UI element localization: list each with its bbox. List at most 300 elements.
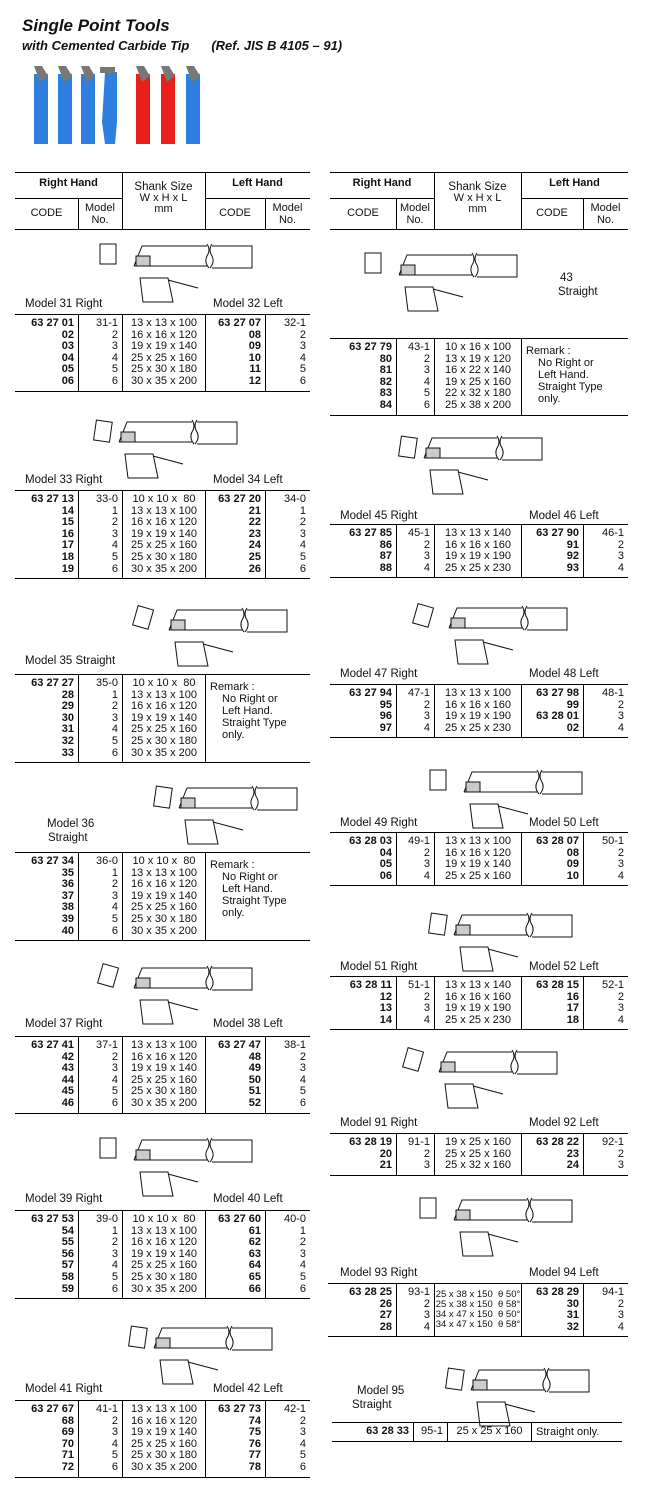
lcode-column: [521, 977, 583, 1029]
remark-line: only.: [538, 393, 561, 405]
lmodel-column: [265, 491, 310, 578]
code-cell: 04: [379, 846, 392, 859]
lcode-cell: 93: [566, 561, 579, 574]
remark-line: Straight only.: [536, 1426, 600, 1438]
model-cell: 5: [111, 550, 118, 563]
size-column: [122, 491, 205, 578]
model-cell: 3: [423, 1309, 430, 1322]
model-cell: 4: [423, 1320, 430, 1333]
model-cell: 6: [111, 924, 118, 937]
size-column: [434, 977, 521, 1029]
size-cell: 16 x 16 x 160: [444, 990, 512, 1003]
size-cell: 10 x 10 x 80: [132, 677, 196, 689]
code-cell: 42: [61, 1050, 74, 1063]
model-label-right: Model 45 Right: [340, 510, 418, 522]
model-column: [413, 1423, 447, 1441]
size-cell: 25 x 25 x 230: [444, 1013, 512, 1026]
model-table: [330, 976, 628, 1030]
model-label-right: Model 47 Right: [340, 668, 418, 680]
lmodel-cell: 2: [299, 328, 306, 341]
model-cell: 4: [111, 1437, 118, 1450]
lcode-cell: 09: [248, 340, 261, 353]
code-cell: 16: [61, 527, 74, 540]
code-cell: 02: [61, 328, 74, 341]
code-column: [330, 339, 396, 415]
lmodel-cell: 5: [299, 1085, 306, 1098]
model-cell: 2: [111, 878, 118, 891]
lcode-cell: 23: [566, 1147, 579, 1160]
divider: [396, 198, 397, 229]
model-cell: 2: [111, 1050, 118, 1063]
size-cell: 19 x 19 x 140: [130, 889, 198, 902]
lcode-cell: 49: [248, 1062, 261, 1075]
code-cell: 63 27 34: [31, 855, 74, 867]
remark-cell: [205, 853, 325, 940]
lcode-cell: 74: [248, 1414, 261, 1427]
remark-cell: [531, 1423, 637, 1441]
model-cell: 5: [111, 363, 118, 376]
size-cell: 25 x 30 x 180: [130, 912, 198, 925]
code-cell: 82: [379, 375, 392, 388]
code-column: [15, 315, 78, 391]
model-label-right: Model 51 Right: [340, 961, 418, 973]
lcode-cell: 92: [566, 550, 579, 563]
model-cell: 5: [111, 1270, 118, 1283]
model-label-left: Model 42 Left: [213, 1383, 283, 1395]
model-table: [15, 1210, 310, 1299]
size-cell: 13 x 13 x 100: [130, 866, 198, 879]
lcode-cell: 99: [566, 698, 579, 711]
lmodel-cell: 2: [299, 1414, 306, 1427]
model-cell: 1: [111, 504, 118, 517]
code-cell: 17: [61, 539, 74, 552]
remark-line: Left Hand.: [222, 705, 273, 717]
size-cell: 13 x 13 x 100: [444, 687, 512, 699]
subtitle-text: with Cemented Carbide Tip: [22, 38, 190, 53]
divider: [583, 198, 584, 229]
size-cell: 25 x 38 x 150 θ 50°: [435, 1289, 521, 1300]
model-cell: 5: [111, 912, 118, 925]
size-column: [434, 339, 521, 415]
lcode-cell: 18: [566, 1013, 579, 1026]
lcode-column: [205, 315, 265, 391]
tool-drawing: [120, 1318, 320, 1388]
lcode-cell: 61: [248, 1224, 261, 1237]
lcode-cell: 64: [248, 1259, 261, 1272]
model-cell: 43-1: [407, 341, 430, 353]
lmodel-column: [265, 315, 310, 391]
model-cell: 3: [423, 1002, 430, 1015]
code-column: [330, 833, 396, 885]
code-cell: 71: [61, 1449, 74, 1462]
code-cell: 28: [379, 1320, 392, 1333]
code-cell: 03: [61, 340, 74, 353]
tool-photo-3: [81, 66, 95, 144]
code-cell: 63 27 01: [31, 317, 74, 329]
size-column: [122, 1037, 205, 1113]
model-cell: 4: [423, 561, 430, 574]
lcode-column: [205, 1211, 265, 1298]
lmodel-cell: 94-1: [601, 1286, 624, 1298]
size-cell: 13 x 13 x 100: [444, 835, 512, 847]
code-cell: 37: [61, 889, 74, 902]
code-cell: 63 27 94: [349, 687, 392, 699]
size-cell: 16 x 16 x 120: [130, 1414, 198, 1427]
code-cell: 14: [61, 504, 74, 517]
remark-line: Remark :: [526, 345, 571, 357]
code-cell: 63 27 13: [31, 493, 74, 505]
code-cell: 06: [61, 374, 74, 387]
size-cell: 25 x 25 x 160: [130, 901, 198, 914]
code-cell: 21: [379, 1159, 392, 1172]
model-no-heading: Model No.: [272, 202, 303, 226]
size-cell: 19 x 19 x 190: [444, 550, 512, 563]
code-cell: 63 28 11: [349, 979, 392, 991]
table-header: [330, 172, 628, 230]
size-cell: 16 x 16 x 120: [130, 700, 198, 713]
size-cell: 19 x 25 x 160: [444, 375, 512, 388]
lcode-cell: 24: [566, 1159, 579, 1172]
size-cell: 16 x 16 x 120: [130, 328, 198, 341]
model-table: [330, 832, 628, 886]
lcode-cell: 78: [248, 1460, 261, 1473]
model-label-right: Model 31 Right: [25, 298, 103, 310]
model-cell: 4: [111, 539, 118, 552]
code-cell: 20: [379, 1147, 392, 1160]
model-cell: 91-1: [407, 1136, 430, 1148]
model-cell: 3: [423, 1159, 430, 1172]
lmodel-cell: 34-0: [283, 493, 306, 505]
lmodel-cell: 2: [299, 1050, 306, 1063]
code-cell: 55: [61, 1236, 74, 1249]
lmodel-cell: 3: [299, 1062, 306, 1075]
lmodel-cell: 6: [299, 1282, 306, 1295]
tool-drawing: [415, 598, 615, 668]
code-column: [328, 1284, 396, 1336]
lcode-cell: 50: [248, 1073, 261, 1086]
lmodel-cell: 48-1: [601, 687, 624, 699]
lcode-cell: 32: [566, 1320, 579, 1333]
size-cell: 16 x 16 x 160: [444, 698, 512, 711]
lcode-column: [521, 1284, 583, 1336]
lmodel-cell: 3: [617, 1309, 624, 1322]
lcode-cell: 76: [248, 1437, 261, 1450]
remark-line: Remark :: [210, 681, 255, 693]
code-cell: 35: [61, 866, 74, 879]
model-cell: 6: [111, 746, 118, 759]
code-cell: 63 27 27: [31, 677, 74, 689]
size-cell: 19 x 19 x 140: [130, 1062, 198, 1075]
lmodel-cell: 3: [617, 1002, 624, 1015]
tool-photo-7: [186, 66, 200, 144]
divider: [205, 173, 206, 229]
lmodel-cell: 1: [299, 504, 306, 517]
lmodel-cell: 52-1: [601, 979, 624, 991]
model-cell: 2: [423, 698, 430, 711]
code-column: [15, 1037, 78, 1113]
lmodel-cell: 2: [617, 1297, 624, 1310]
model-label-right: Model 35 Straight: [25, 655, 116, 667]
model-table: [15, 674, 310, 763]
divider: [521, 173, 522, 229]
code-cell: 63 28 03: [349, 835, 392, 847]
divider: [78, 198, 79, 229]
lcode-cell: 26: [248, 562, 261, 575]
size-cell: 13 x 13 x 140: [444, 527, 512, 539]
remark-line: only.: [222, 907, 245, 919]
size-column: [122, 315, 205, 391]
lmodel-cell: 1: [299, 1224, 306, 1237]
tool-drawing: [420, 1190, 620, 1260]
lcode-cell: 63 27 98: [536, 687, 579, 699]
divider: [434, 173, 435, 229]
model-label-right: Model 37 Right: [25, 1018, 103, 1030]
code-heading: CODE: [536, 207, 568, 219]
lmodel-cell: 3: [617, 550, 624, 563]
code-cell: 44: [61, 1073, 74, 1086]
code-cell: 05: [379, 858, 392, 871]
lcode-cell: 52: [248, 1096, 261, 1109]
model-column: [78, 1037, 122, 1113]
size-cell: 25 x 30 x 180: [130, 1085, 198, 1098]
size-cell: 13 x 13 x 100: [130, 504, 198, 517]
size-cell: 19 x 19 x 190: [444, 710, 512, 723]
code-cell: 63 27 67: [31, 1403, 74, 1415]
code-heading: CODE: [347, 207, 379, 219]
size-cell: 10 x 16 x 100: [444, 341, 512, 353]
size-cell: 30 x 35 x 200: [130, 924, 198, 937]
code-cell: 57: [61, 1259, 74, 1272]
tool-drawing: [100, 1130, 300, 1200]
tool-photos: [22, 62, 222, 152]
model-column: [396, 833, 434, 885]
code-cell: 28: [61, 688, 74, 701]
model-cell: 49-1: [407, 835, 430, 847]
code-cell: 81: [379, 364, 392, 377]
tool-photo-5: [136, 66, 150, 144]
code-column: [330, 1134, 396, 1175]
size-cell: 25 x 30 x 180: [130, 1270, 198, 1283]
lcode-cell: 23: [248, 527, 261, 540]
model-label-right: 43: [560, 272, 573, 284]
lmodel-column: [265, 1037, 310, 1113]
lmodel-cell: 3: [299, 1426, 306, 1439]
lmodel-cell: 5: [299, 550, 306, 563]
lcode-cell: 66: [248, 1282, 261, 1295]
lcode-column: [521, 1134, 583, 1175]
model-cell: 4: [423, 721, 430, 734]
code-cell: 13: [379, 1002, 392, 1015]
size-cell: 16 x 16 x 120: [130, 1236, 198, 1249]
size-cell: 25 x 25 x 160: [130, 1073, 198, 1086]
size-column: [434, 685, 521, 737]
lcode-cell: 51: [248, 1085, 261, 1098]
model-table: [332, 1422, 622, 1442]
right-hand-heading: Right Hand: [39, 177, 98, 189]
model-cell: 31-1: [95, 317, 118, 329]
size-cell: 16 x 16 x 120: [130, 878, 198, 891]
size-cell: 25 x 25 x 160: [130, 723, 198, 736]
divider: [205, 198, 310, 199]
size-cell: 19 x 19 x 140: [130, 527, 198, 540]
model-cell: 1: [111, 688, 118, 701]
size-cell: 10 x 10 x 80: [132, 493, 196, 505]
size-cell: 13 x 13 x 140: [444, 979, 512, 991]
size-cell: 25 x 25 x 230: [444, 721, 512, 734]
size-cell: 22 x 32 x 180: [444, 387, 512, 400]
lcode-column: [521, 685, 583, 737]
code-cell: 29: [61, 700, 74, 713]
code-column: [15, 675, 78, 762]
model-no-heading: Model No.: [400, 202, 430, 226]
size-cell: 16 x 16 x 120: [130, 1050, 198, 1063]
size-cell: 25 x 32 x 160: [444, 1159, 512, 1172]
size-cell: 25 x 30 x 180: [130, 363, 198, 376]
model-cell: 4: [423, 1013, 430, 1026]
tool-photo-4: [100, 67, 117, 144]
size-column: [434, 833, 521, 885]
shank-size-heading: W x H x L: [453, 192, 502, 204]
model-label-left: Model 32 Left: [213, 298, 283, 310]
lcode-cell: 63 28 01: [536, 710, 579, 723]
model-cell: 93-1: [407, 1286, 430, 1298]
model-label-left: Model 48 Left: [529, 668, 599, 680]
model-table: [330, 524, 628, 578]
lcode-cell: 30: [566, 1297, 579, 1310]
model-cell: 3: [423, 858, 430, 871]
model-cell: 3: [111, 1426, 118, 1439]
model-cell: 2: [111, 328, 118, 341]
model-table: [330, 1133, 628, 1176]
code-cell: 45: [61, 1085, 74, 1098]
model-table: [15, 1400, 310, 1478]
divider: [330, 198, 434, 199]
code-cell: 46: [61, 1096, 74, 1109]
code-cell: 43: [61, 1062, 74, 1075]
lmodel-column: [265, 1211, 310, 1298]
model-cell: 4: [111, 1073, 118, 1086]
model-cell: 6: [111, 1282, 118, 1295]
lmodel-cell: 3: [299, 1247, 306, 1260]
size-cell: 19 x 19 x 140: [130, 1247, 198, 1260]
model-label-right-line2: Straight: [352, 1399, 392, 1411]
lmodel-cell: 2: [299, 516, 306, 529]
size-cell: 19 x 19 x 140: [130, 711, 198, 724]
size-cell: 16 x 16 x 120: [130, 516, 198, 529]
size-column: [122, 675, 205, 762]
model-no-heading: Model No.: [590, 202, 621, 226]
size-cell: 25 x 25 x 230: [444, 561, 512, 574]
divider: [521, 198, 628, 199]
lmodel-cell: 4: [617, 721, 624, 734]
model-cell: 3: [111, 340, 118, 353]
lmodel-cell: 5: [299, 1270, 306, 1283]
lcode-cell: 62: [248, 1236, 261, 1249]
size-cell: 13 x 13 x 100: [130, 1039, 198, 1051]
lcode-cell: 48: [248, 1050, 261, 1063]
lmodel-cell: 6: [299, 1096, 306, 1109]
code-cell: 05: [61, 363, 74, 376]
code-cell: 54: [61, 1224, 74, 1237]
model-column: [396, 685, 434, 737]
size-cell: 34 x 47 x 150 θ 50°: [435, 1309, 521, 1320]
code-cell: 27: [379, 1309, 392, 1322]
size-column: [447, 1423, 531, 1441]
lcode-cell: 21: [248, 504, 261, 517]
model-cell: 2: [423, 846, 430, 859]
lcode-cell: 11: [249, 363, 261, 376]
model-cell: 2: [111, 516, 118, 529]
code-column: [330, 525, 396, 577]
lcode-cell: 22: [248, 516, 261, 529]
model-cell: 36-0: [95, 855, 118, 867]
model-table: [15, 1036, 310, 1114]
model-label-left: Model 92 Left: [529, 1117, 599, 1129]
size-cell: 30 x 35 x 200: [130, 374, 198, 387]
lmodel-cell: 6: [299, 562, 306, 575]
lcode-cell: 63 28 07: [536, 835, 579, 847]
remark-line: Straight Type: [538, 381, 603, 393]
model-cell: 3: [423, 364, 430, 377]
model-label-right: Model 33 Right: [25, 474, 103, 486]
code-cell: 97: [379, 721, 392, 734]
code-column: [15, 1211, 78, 1298]
lmodel-cell: 2: [617, 1147, 624, 1160]
lcode-cell: 63 27 73: [218, 1403, 261, 1415]
lmodel-cell: 6: [299, 374, 306, 387]
tool-drawing: [437, 1360, 637, 1430]
code-cell: 15: [61, 516, 74, 529]
lcode-cell: 12: [248, 374, 261, 387]
code-column: [330, 685, 396, 737]
size-column: [122, 853, 205, 940]
tool-photo-1: [34, 66, 48, 144]
divider: [122, 173, 123, 229]
lcode-cell: 63 27 07: [218, 317, 261, 329]
model-cell: 2: [111, 1414, 118, 1427]
model-cell: 6: [111, 1096, 118, 1109]
model-column: [396, 1284, 434, 1336]
code-cell: 72: [61, 1460, 74, 1473]
tool-drawing: [85, 412, 285, 482]
code-cell: 19: [61, 562, 74, 575]
size-cell: 19 x 19 x 140: [444, 858, 512, 871]
tool-photo-2: [58, 66, 72, 144]
lmodel-column: [583, 1134, 628, 1175]
model-label-left: Model 46 Left: [529, 510, 599, 522]
code-cell: 63 28 19: [349, 1136, 392, 1148]
code-cell: 26: [379, 1297, 392, 1310]
code-cell: 36: [61, 878, 74, 891]
code-cell: 39: [61, 912, 74, 925]
lmodel-cell: 5: [299, 1449, 306, 1462]
code-column: [15, 1401, 78, 1477]
size-cell: 30 x 35 x 200: [130, 746, 198, 759]
code-cell: 06: [379, 869, 392, 882]
tool-drawing: [365, 245, 565, 315]
shank-size-heading: W x H x L: [139, 192, 188, 204]
lmodel-column: [583, 1284, 628, 1336]
code-cell: 69: [61, 1426, 74, 1439]
model-cell: 4: [423, 375, 430, 388]
code-cell: 95: [379, 698, 392, 711]
remark-line: only.: [222, 729, 245, 741]
model-label-right: Model 49 Right: [340, 817, 418, 829]
code-heading: CODE: [219, 207, 251, 219]
remark-cell: [205, 675, 325, 762]
size-cell: 25 x 25 x 160: [130, 1437, 198, 1450]
model-column: [396, 977, 434, 1029]
